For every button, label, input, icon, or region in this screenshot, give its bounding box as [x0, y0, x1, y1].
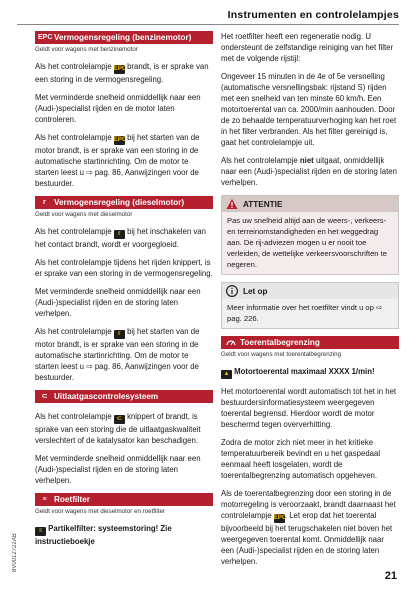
paragraph: Zodra de motor zich niet meer in het kritieke temperatuurbereik bevindt en u het gaspedaal eenmaal heeft losgelaten, wordt de toerentalbegrenzing automatisch opgeheven. — [221, 438, 381, 480]
text: Als het controlelampje — [35, 62, 112, 71]
filter-icon: ≡ — [35, 527, 46, 536]
paragraph: Het motortoerental wordt automatisch tot het in het bestuurdersinformatiesysteem weergegeven toerental begrensd. Hierdoor wordt de motor beschermd tegen oververhitting. — [221, 387, 397, 429]
text: Als het controlelampje — [35, 327, 112, 336]
glow-plug-icon: ᴦ — [43, 199, 46, 206]
left-column — [35, 31, 213, 554]
paragraph: Ongeveer 15 minuten in de 4e of 5e versnelling (automatische versnellingsbak: rijstand S) rijden met een snelheid van ten minste 60 km/h. Een motortoerental van ca. 2000/min aanhouden. Door de zo behaalde temperatuurverhoging kan het roet in het filter verbranden. Als het filter gereinigd is, gaat het controlelampje uit. — [221, 72, 397, 147]
paragraph — [35, 411, 213, 446]
filter-icon: ≡ — [42, 496, 47, 503]
right-column — [221, 31, 399, 574]
glow-plug-icon: ᴦ — [114, 330, 125, 339]
engine-icon: ⊂ — [41, 393, 48, 400]
warning-message — [35, 523, 213, 547]
warning-message — [221, 366, 399, 379]
paragraph: Met verminderde snelheid onmiddellijk naar een (Audi-)specialist rijden en de storing laten verhelpen. — [35, 287, 201, 318]
text: Als het controlelampje — [221, 156, 298, 165]
section-title: Uitlaatgascontrolesysteem — [54, 392, 159, 401]
header-rule — [17, 24, 399, 25]
section-heading-rev-limit — [221, 336, 399, 349]
section-subtitle: Geldt voor wagens met benzinemotor — [35, 46, 138, 53]
paragraph — [35, 326, 213, 383]
section-heading-soot-filter — [35, 493, 213, 506]
epc-icon: EPC — [273, 515, 287, 521]
note-body: Meer informatie over het roetfilter vindt u op ⇨ pag. 226. — [222, 299, 398, 328]
section-subtitle: Geldt voor wagens met dieselmotor en roetfilter — [35, 508, 165, 515]
info-icon — [226, 285, 238, 297]
warning-triangle-icon — [226, 198, 238, 210]
text: uitgaat, onmiddellijk naar een (Audi-)specialist rijden en de storing laten verhelpen. — [221, 156, 397, 187]
section-title: Vermogensregeling (dieselmotor) — [54, 198, 185, 207]
epc-icon: EPC — [38, 34, 53, 41]
section-heading-power-diesel — [35, 196, 213, 209]
text: bij het inschakelen van het contact brandt, wordt er voorgegloeid. — [35, 227, 206, 249]
section-heading-power-petrol — [35, 31, 213, 44]
text: bij het starten van de motor brandt, is er sprake van een storing in de automatische startinrichting. Om de motor te starten leest u ⇨ pag. 86, Aanwijzingen voor de bestuurder. — [35, 327, 200, 382]
caution-body: Pas uw snelheid altijd aan de weers-, verkeers- en terreinomstandigheden en het weggedrag aan. De rij-adviezen mogen u er nooit toe verleiden, de wettelijke verkeersvoorschriften te negeren. — [222, 212, 398, 274]
paragraph — [221, 155, 399, 188]
epc-icon: EPC — [113, 137, 127, 143]
glow-plug-icon: ᴦ — [114, 230, 125, 239]
caution-header — [222, 196, 398, 212]
paragraph: Met verminderde snelheid onmiddellijk naar een (Audi-)specialist rijden en de storing laten verhelpen. — [35, 454, 201, 485]
section-heading-emission — [35, 390, 213, 403]
paragraph — [35, 132, 213, 189]
text: . Let erop dat het toerental bijvoorbeeld bij het terugschakelen niet boven het weergegeven toerental komt. Onmiddellijk naar een (Audi-)specialist rijden en de storing laten verhelpen. — [221, 511, 393, 566]
text: brandt, is er sprake van een storing in de vermogensregeling. — [35, 62, 209, 84]
note-box — [221, 282, 399, 329]
paragraph: Met verminderde snelheid onmiddellijk naar een (Audi-)specialist rijden en de motor laten controleren. — [35, 93, 201, 124]
paragraph — [35, 61, 213, 85]
document-code: 8V0012722AB — [12, 533, 18, 572]
section-subtitle: Geldt voor wagens met toerentalbegrenzing — [221, 351, 342, 358]
section-title: Vermogensregeling (benzinemotor) — [54, 33, 192, 42]
engine-icon: ⊂ — [114, 415, 125, 424]
paragraph — [35, 226, 213, 250]
text: Als het controlelampje — [35, 412, 112, 421]
page-number: 21 — [384, 570, 397, 582]
emphasis: niet — [299, 156, 314, 165]
rev-limiter-icon — [224, 338, 237, 347]
text: Als het controlelampje — [35, 227, 112, 236]
rev-limiter-icon: ▲ — [221, 370, 232, 379]
section-title: Toerentalbegrenzing — [240, 338, 320, 347]
note-header — [222, 283, 398, 299]
caution-box — [221, 195, 399, 275]
epc-icon: EPC — [113, 66, 127, 72]
section-title: Roetfilter — [54, 495, 90, 504]
section-subtitle: Geldt voor wagens met dieselmotor — [35, 211, 133, 218]
paragraph: Het roetfilter heeft een regeneratie nodig. U ondersteunt de zelfstandige reiniging van het filter met de volgende rijstijl: — [221, 32, 394, 63]
paragraph: Als het controlelampje tijdens het rijden knippert, is er sprake van een storing in de vermogensregeling. — [35, 258, 213, 278]
text: Partikelfilter: systeemstoring! Zie instructieboekje — [35, 524, 172, 546]
paragraph — [221, 488, 399, 567]
running-header: Instrumenten en controlelampjes — [227, 9, 399, 21]
text: Als het controlelampje — [35, 133, 112, 142]
text: Motortoerental maximaal XXXX 1/min! — [234, 367, 375, 376]
caution-title: ATTENTIE — [243, 199, 283, 209]
text: knippert of brandt, is sprake van een storing die de uitlaatgaskwaliteit verslechtert of de katalysator kan beschadigen. — [35, 412, 201, 445]
note-title: Let op — [243, 286, 268, 296]
text: Als de toerentalbegrenzing door een storing in de motorregeling is veroorzaakt, brandt daarnaast het controlelampje — [221, 489, 396, 520]
text: bij het starten van de motor brandt, is er sprake van een storing in de automatische startinrichting. Om de motor te starten leest u ⇨ pag. 86, Aanwijzingen voor de bestuurder. — [35, 133, 200, 188]
